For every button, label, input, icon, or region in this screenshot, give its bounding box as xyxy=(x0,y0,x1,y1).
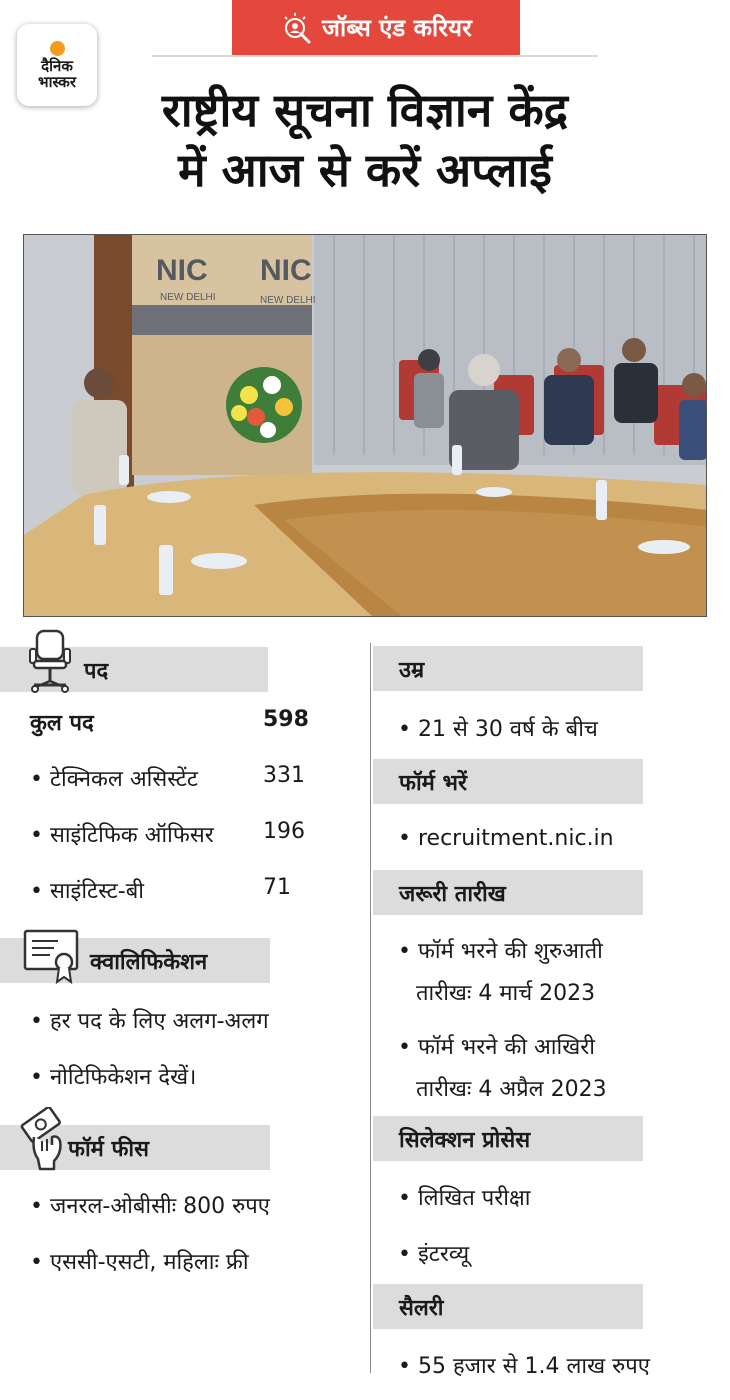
dates-header xyxy=(373,870,643,915)
apply-link[interactable]: • recruitment.nic.in xyxy=(398,826,614,851)
salary-item-1: • 55 हजार से 1.4 लाख रुपए xyxy=(398,1354,650,1379)
date-item-1-line-1: • फॉर्म भरने की शुरुआती xyxy=(398,939,603,964)
salary-header xyxy=(373,1284,643,1329)
post-label-3: • साइंटिस्ट-बी xyxy=(30,879,144,904)
sun-icon xyxy=(50,41,65,56)
selection-header xyxy=(373,1116,643,1161)
salary-heading: सैलरी xyxy=(399,1295,444,1321)
headline xyxy=(0,80,730,200)
qualification-item-2: • नोटिफिकेशन देखें। xyxy=(30,1065,197,1090)
apply-header xyxy=(373,759,643,804)
date-item-2-line-1: • फॉर्म भरने की आखिरी xyxy=(398,1035,595,1060)
headline-line-2: में आज से करें अप्लाई xyxy=(178,143,552,197)
date-item-1-line-2: तारीखः 4 मार्च 2023 xyxy=(416,981,596,1006)
hand-money-icon xyxy=(20,1107,72,1171)
selection-heading: सिलेक्शन प्रोसेस xyxy=(399,1127,531,1153)
form-fee-item-1: • जनरल-ओबीसीः 800 रुपए xyxy=(30,1194,270,1219)
age-item-1: • 21 से 30 वर्ष के बीच xyxy=(398,717,598,742)
meeting-photo xyxy=(23,234,707,617)
column-divider xyxy=(370,643,371,1373)
nic-sign-1: NIC xyxy=(156,254,208,287)
office-chair-icon xyxy=(26,629,74,693)
qualification-item-1: • हर पद के लिए अलग-अलग xyxy=(30,1009,269,1034)
post-label-1: • टेक्निकल असिस्टेंट xyxy=(30,767,198,792)
form-fee-item-2: • एससी-एसटी, महिलाः फ्री xyxy=(30,1250,249,1275)
post-label-2: • साइंटिफिक ऑफिसर xyxy=(30,823,214,848)
posts-header xyxy=(0,647,268,692)
post-value-2: 196 xyxy=(263,819,305,844)
dates-heading: जरूरी तारीख xyxy=(399,881,506,907)
apply-heading: फॉर्म भरें xyxy=(399,770,467,796)
section-tag xyxy=(232,0,520,55)
nic-sign-1-sub: NEW DELHI xyxy=(160,292,216,303)
header-rule xyxy=(152,55,598,57)
nic-sign-2: NIC xyxy=(260,254,312,287)
brand-name-bottom: भास्कर xyxy=(38,72,76,91)
age-header xyxy=(373,646,643,691)
selection-item-2: • इंटरव्यू xyxy=(398,1242,470,1267)
brand-name-top: दैनिक xyxy=(41,56,73,75)
form-fee-heading: फॉर्म फीस xyxy=(68,1136,150,1162)
qualification-heading: क्वालिफिकेशन xyxy=(90,949,208,975)
form-fee-header xyxy=(0,1125,270,1170)
nic-sign-2-sub: NEW DELHI xyxy=(260,295,316,306)
selection-item-1: • लिखित परीक्षा xyxy=(398,1186,531,1211)
section-tag-label: जॉब्स एंड करियर xyxy=(322,14,472,42)
total-posts-label: कुल पद xyxy=(30,711,94,736)
date-item-2-line-2: तारीखः 4 अप्रैल 2023 xyxy=(416,1077,607,1102)
qualification-header xyxy=(0,938,270,983)
career-search-icon xyxy=(280,11,314,45)
certificate-icon xyxy=(22,928,80,984)
post-value-1: 331 xyxy=(263,763,305,788)
post-value-3: 71 xyxy=(263,875,291,900)
total-posts-value: 598 xyxy=(263,707,309,732)
headline-line-1: राष्ट्रीय सूचना विज्ञान केंद्र xyxy=(161,83,569,137)
posts-heading: पद xyxy=(84,658,109,684)
age-heading: उम्र xyxy=(399,657,425,683)
